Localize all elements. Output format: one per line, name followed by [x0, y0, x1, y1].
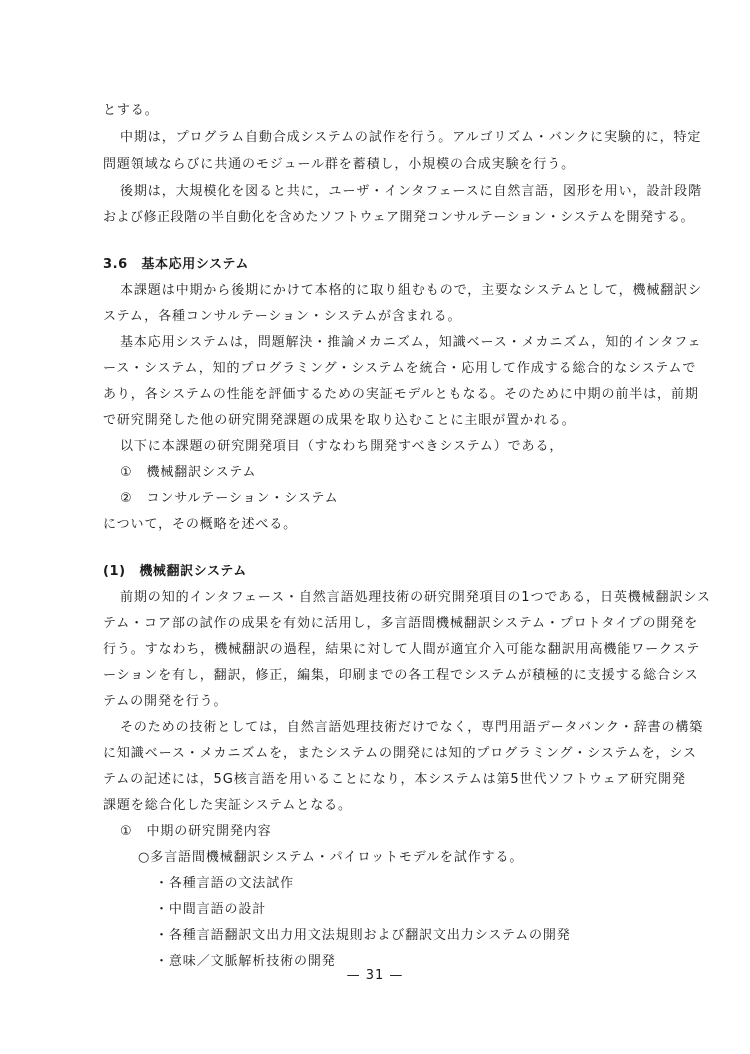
subsection-line: テムの記述には，5G核言語を用いることになり，本システムは第5世代ソフトウェア研究開発 [103, 772, 686, 787]
section-line: 本課題は中期から後期にかけて本格的に取り組むもので，主要なシステムとして，機械翻訳シ [120, 283, 702, 298]
subsection-line: そのための技術としては，自然言語処理技術だけでなく，専門用語データバンク・辞書の構築 [120, 720, 704, 735]
subsection-line: ーションを有し，翻訳，修正，編集，印刷までの各工程でシステムが積極的に支援する総合シス [103, 668, 699, 683]
subsection-heading: (1) 機械翻訳システム [103, 564, 247, 579]
section-heading: 3.6 基本応用システム [103, 257, 249, 272]
section-list-item: ① 機械翻訳システム [120, 465, 257, 480]
section-line: あり，各システムの性能を評価するための実証モデルともなる。そのために中期の前半は，前期 [103, 387, 699, 402]
subsection-line: 前期の知的インタフェース・自然言語処理技術の研究開発項目の1つである，日英機械翻訳シス [120, 590, 711, 605]
subsection-line: テム・コア部の試作の成果を有効に活用し，多言語間機械翻訳システム・プロトタイプの開発を [103, 616, 699, 631]
subsection-line: テムの開発を行う。 [103, 694, 228, 709]
intro-line: 後期は，大規模化を図ると共に，ユーザ・インタフェースに自然言語，図形を用い，設計段階 [120, 184, 702, 199]
intro-line: および修正段階の半自動化を含めたソフトウェア開発コンサルテーション・システムを開発する。 [103, 210, 695, 225]
section-line: で研究開発した他の研究開発課題の成果を取り込むことに主眼が置かれる。 [103, 413, 576, 428]
subsection-bullet: ・意味／文脈解析技術の開発 [155, 954, 336, 969]
page-number: — 31 — [346, 968, 404, 983]
subsection-list-heading: ① 中期の研究開発内容 [120, 824, 272, 839]
subsection-line: 行う。すなわち，機械翻訳の過程，結果に対して人間が適宜介入可能な翻訳用高機能ワークステ [103, 642, 701, 657]
intro-line: 問題領域ならびに共通のモジュール群を蓄積し，小規模の合成実験を行う。 [103, 157, 576, 172]
intro-line: とする。 [103, 103, 159, 118]
subsection-bullet: ・各種言語翻訳文出力用文法規則および翻訳文出力システムの開発 [155, 928, 571, 943]
subsection-line: 課題を総合化した実証システムとなる。 [103, 798, 352, 813]
subsection-bullet: ・中間言語の設計 [155, 902, 267, 917]
subsection-bullet: ○多言語間機械翻訳システム・パイロットモデルを試作する。 [138, 850, 524, 865]
section-list-item: ② コンサルテーション・システム [120, 491, 339, 506]
subsection-bullet: ・各種言語の文法試作 [155, 876, 295, 891]
section-line: ステム，各種コンサルテーション・システムが含まれる。 [103, 309, 462, 324]
subsection-line: に知識ベース・メカニズムを，またシステムの開発には知的プログラミング・システムを，シス [103, 746, 697, 761]
section-line: 基本応用システムは，問題解決・推論メカニズム，知識ベース・メカニズム，知的インタフェ [120, 335, 702, 350]
section-line: について，その概略を述べる。 [103, 517, 298, 532]
section-line: ース・システム，知的プログラミング・システムを統合・応用して作成する総合的なシステムで [103, 361, 697, 376]
intro-line: 中期は，プログラム自動合成システムの試作を行う。アルゴリズム・バンクに実験的に，特定 [120, 130, 702, 145]
section-line: 以下に本課題の研究開発項目（すなわち開発すべきシステム）である， [120, 439, 564, 454]
